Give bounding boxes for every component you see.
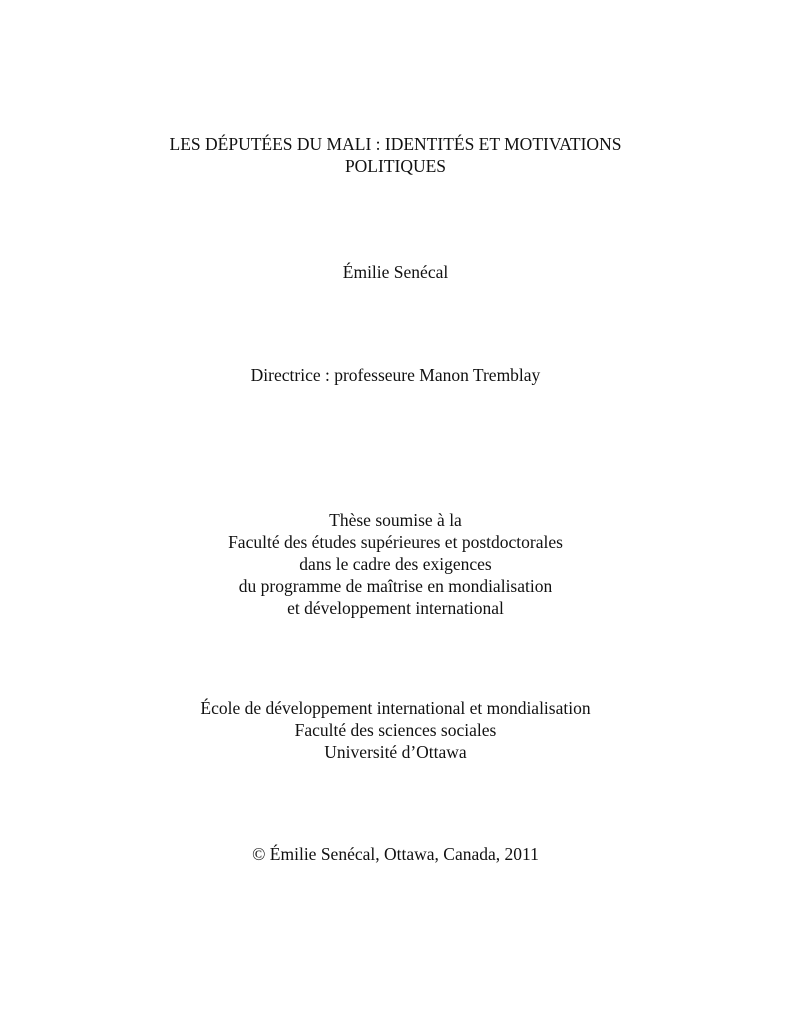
- institution-faculty: Faculté des sciences sociales: [294, 720, 497, 740]
- author-name: Émilie Senécal: [342, 262, 449, 282]
- thesis-statement-line-5: et développement international: [287, 598, 504, 618]
- copyright-notice: © Émilie Senécal, Ottawa, Canada, 2011: [252, 844, 539, 864]
- thesis-statement-line-1: Thèse soumise à la: [329, 510, 462, 530]
- thesis-director: Directrice : professeure Manon Tremblay: [250, 365, 541, 385]
- thesis-title-line-1: LES DÉPUTÉES DU MALI : IDENTITÉS ET MOTIVATIONS: [169, 134, 622, 154]
- institution-school: École de développement international et mondialisation: [200, 698, 591, 718]
- thesis-title-line-2: POLITIQUES: [344, 156, 447, 176]
- thesis-statement-line-2: Faculté des études supérieures et postdoctorales: [228, 532, 563, 552]
- thesis-statement-line-3: dans le cadre des exigences: [299, 554, 492, 574]
- thesis-statement-line-4: du programme de maîtrise en mondialisation: [238, 576, 553, 596]
- institution-university: Université d’Ottawa: [324, 742, 467, 762]
